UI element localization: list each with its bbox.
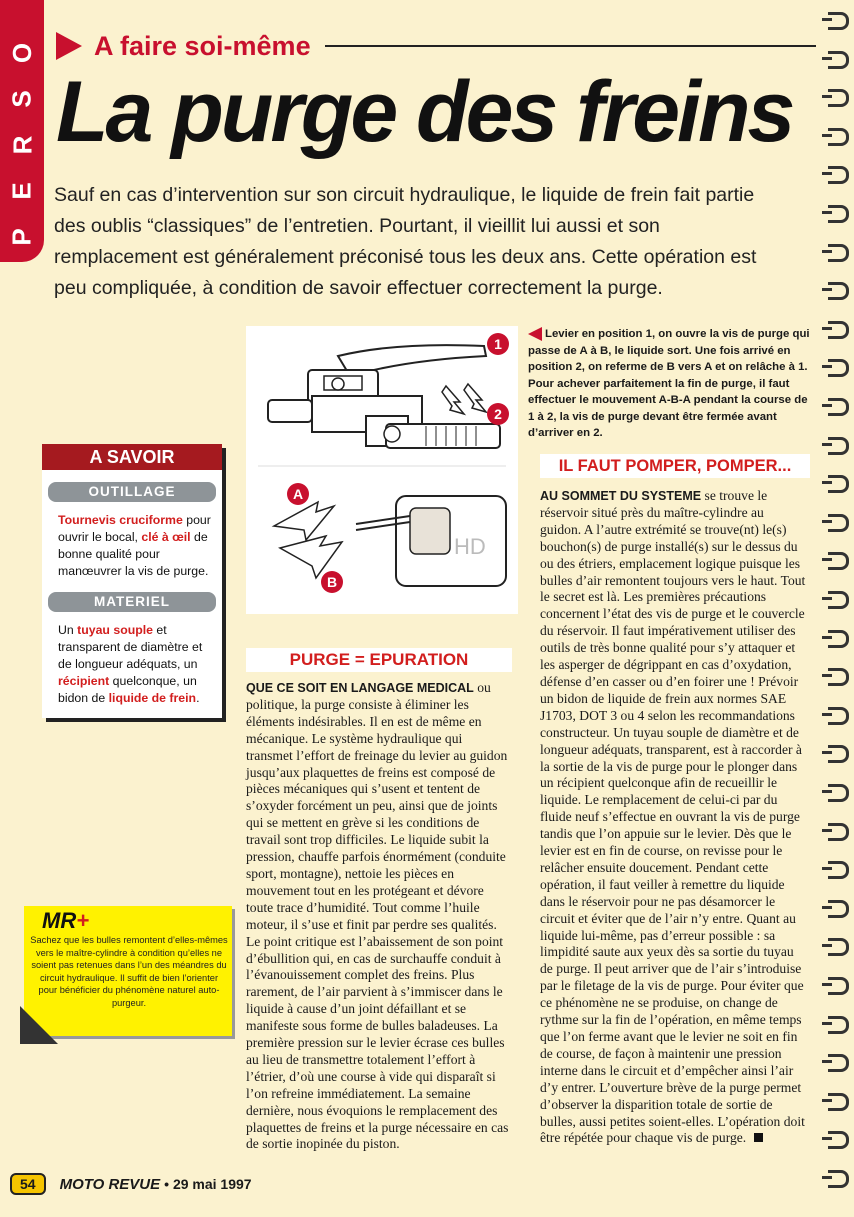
savoir-box	[42, 444, 222, 718]
binding-ring-icon	[828, 321, 849, 339]
binding-ring-icon	[828, 166, 849, 184]
binding-ring-icon	[828, 938, 849, 956]
svg-text:B: B	[326, 574, 338, 590]
play-arrow-icon	[56, 32, 82, 60]
binding-ring-icon	[828, 437, 849, 455]
binding-ring-icon	[828, 1093, 849, 1111]
tab-letter: P	[7, 228, 37, 246]
pomper-column: AU SOMMET DU SYSTEME se trouve le réservoir situé près du maître-cylindre au guidon. A l’autre extrémité se trouve(nt) le(s) bouchon(s) de purge installé(s) sur le dessus du ou des étriers, emplacement logique puisque les bulles d’air remontent toujours vers le haut. Tout le secret est là. Les premières précautions concernent l’état des vis de purge et le couvercle du réservoir. Il faut impérativement utiliser des outils de très bonne qualité pour s’y attaquer et les asperger de dégrippant en cas d’oxydation, défense d’en casser ou d’en foirer une ! Prévoir un bidon de liquide de frein aux normes SAE J1703, DOT 3 ou 4 selon les recommandations constructeur. Un tuyau souple de diamètre et de longueur adéquats, transparent, est à raccorder à la sortie de la vis de purge pour le plonger dans un récipient quelconque afin de recueillir le liquide. Le remplacement de celui-ci par du fluide neuf s’effectue en ouvrant la vis de purge tandis que l’on appuie sur le levier. Dès que le levier est en fin de course, on revisse pour le relâcher ensuite doucement. Pendant cette opération, il faut veiller à remettre du liquide dans le réservoir pour ne pas désamorcer le circuit et éviter que de l’air n’y entre. Quant au liquide lui-même, pas d’erreur possible : sa limpidité saute aux yeux dès sa sortie du tuyau de purge. Il peut arriver que de l’air s’introduise par le filetage de la vis de purge. Pour éviter que ce phénomène ne se produise, on change de rythme sur la fin de l’opération, en même temps que l’on ferme avant que le levier ne soit en fin de course, de façon à maintenir une pression interne dans le circuit et d’empêcher ainsi l’air d’y entrer. L’ouverture brève de la purge permet d’observer la disparition totale de sortie de bulles, aussi petites soient-elles. L’opération doit être répétée pour chaque vis de purge.	[540, 488, 806, 1146]
outillage-heading: OUTILLAGE	[48, 482, 216, 502]
binding-ring-icon	[828, 900, 849, 918]
article-title: La purge des freins	[56, 64, 793, 160]
mr-plus-logo: MR+	[42, 908, 90, 933]
binding-ring-icon	[828, 359, 849, 377]
caption-text: Levier en position 1, on ouvre la vis de purge qui passe de A à B, le liquide sort. Une fois arrivé en position 2, on referme de B vers A et on relâche à 1. Pour achever parfaitement la fin de purge, il faut effectuer le mouvement A-B-A pendant la course de 1 à 2, la vis de purge devant être fermée avant d’arriver en 2.	[528, 328, 810, 439]
marker-2	[487, 403, 509, 425]
page-number: 54	[10, 1173, 46, 1195]
page-footer	[10, 1172, 252, 1196]
binding-ring-icon	[828, 282, 849, 300]
page-curl-decoration	[20, 1006, 58, 1044]
binding-ring-icon	[828, 1131, 849, 1149]
binding-ring-icon	[828, 398, 849, 416]
caption-pointer-icon	[528, 327, 542, 341]
intro-paragraph: Sauf en cas d’intervention sur son circuit hydraulique, le liquide de frein fait partie des oublis “classiques” de l’entretien. Pourtant, il vieillit lui aussi et son remplacement est généralement préconisé tous les deux ans. Cette opération est peu compliquée, à condition de savoir effectuer correctement la purge.	[54, 184, 757, 299]
binding-ring-icon	[828, 668, 849, 686]
svg-text:2: 2	[494, 406, 502, 422]
tab-letter: S	[7, 90, 37, 108]
materiel-text: Un tuyau souple et transparent de diamètre et de longueur adéquats, un récipient quelconque, un bidon de liquide de frein.	[58, 623, 203, 705]
kicker-text: A faire soi-même	[94, 30, 311, 61]
marker-1	[487, 333, 509, 355]
marker-a	[287, 483, 309, 505]
binding-ring-icon	[828, 1054, 849, 1072]
spiral-binding	[820, 0, 854, 1217]
mr-plus-text: Sachez que les bulles remontent d’elles-mêmes vers le maître-cylindre à condition qu’elles ne soient pas retenues dans l’un des méandres du circuit hydraulique. Il suffit de bien l’orienter pour bénéficier du phénomène naturel auto-purgeur.	[30, 935, 228, 1008]
binding-ring-icon	[828, 707, 849, 725]
pomper-heading: IL FAUT POMPER, POMPER...	[540, 454, 810, 478]
binding-ring-icon	[828, 1016, 849, 1034]
tab-letter: R	[7, 135, 37, 155]
binding-ring-icon	[828, 1170, 849, 1188]
binding-ring-icon	[828, 823, 849, 841]
binding-ring-icon	[828, 514, 849, 532]
tab-letter: O	[6, 42, 37, 64]
binding-ring-icon	[828, 745, 849, 763]
binding-ring-icon	[828, 128, 849, 146]
svg-text:A: A	[292, 486, 304, 502]
kicker-rule	[325, 45, 816, 47]
binding-ring-icon	[828, 977, 849, 995]
brake-diagram	[246, 326, 518, 614]
purge-column: QUE CE SOIT EN LANGAGE MEDICAL ou politique, la purge consiste à éliminer les éléments indésirables. Il en est de même en mécanique. Le système hydraulique qui transmet l’effort de freinage du levier au guidon jusqu’aux plaquettes de freins est composé de pièces mécaniques qui s’usent et tentent de s’oxyder forcément un peu, ainsi que de joints qui se mettent en grève si les conditions de travail sont trop difficiles. Le liquide subit la pression, chauffe parfois énormément (conduite sport, montagne), nettoie les pièces en mouvement tout en les protégeant et dévore toute trace d’humidité. Tout comme l’huile moteur, il s’use et finit par perdre ses qualités. Le point critique est l’abaissement de son point d’ébullition qui, en cas de surchauffe conduit à l’évanouissement complet des freins. Plus rarement, de l’air parvient à s’immiscer dans le liquide à cause d’un joint défaillant et se manifeste sous forme de bulles baladeuses. La première pression sur le levier écrase ces bulles au lieu de transmettre totalement l’effort à l’étrier, d’où une course à vide qui disparaît si l’on refreine immédiatement. La semaine dernière, nous évoquions le remplacement des plaquettes de freins et la purge nécessaire en cas de sortie inopinée du piston.	[246, 680, 509, 1152]
binding-ring-icon	[828, 861, 849, 879]
savoir-title: A SAVOIR	[42, 444, 222, 470]
watermark-text: HD	[454, 534, 486, 559]
binding-ring-icon	[828, 552, 849, 570]
outillage-text: Tournevis cruciforme pour ouvrir le bocal, clé à œil de bonne qualité pour manœuvrer la vis de purge.	[58, 513, 211, 578]
tab-letter: E	[7, 182, 37, 200]
binding-ring-icon	[828, 784, 849, 802]
section-tab	[0, 0, 44, 262]
binding-ring-icon	[828, 51, 849, 69]
issue-date: • 29 mai 1997	[164, 1176, 252, 1192]
binding-ring-icon	[828, 475, 849, 493]
binding-ring-icon	[828, 89, 849, 107]
materiel-heading: MATERIEL	[48, 592, 216, 612]
binding-ring-icon	[828, 591, 849, 609]
binding-ring-icon	[828, 244, 849, 262]
binding-ring-icon	[828, 12, 849, 30]
mr-plus-box	[24, 906, 232, 1036]
purge-heading: PURGE = EPURATION	[246, 648, 512, 672]
binding-ring-icon	[828, 630, 849, 648]
marker-b	[321, 571, 343, 593]
binding-ring-icon	[828, 205, 849, 223]
end-mark	[754, 1133, 763, 1142]
magazine-name: MOTO REVUE	[59, 1175, 161, 1193]
svg-text:1: 1	[494, 336, 502, 352]
figure-caption	[528, 326, 810, 442]
